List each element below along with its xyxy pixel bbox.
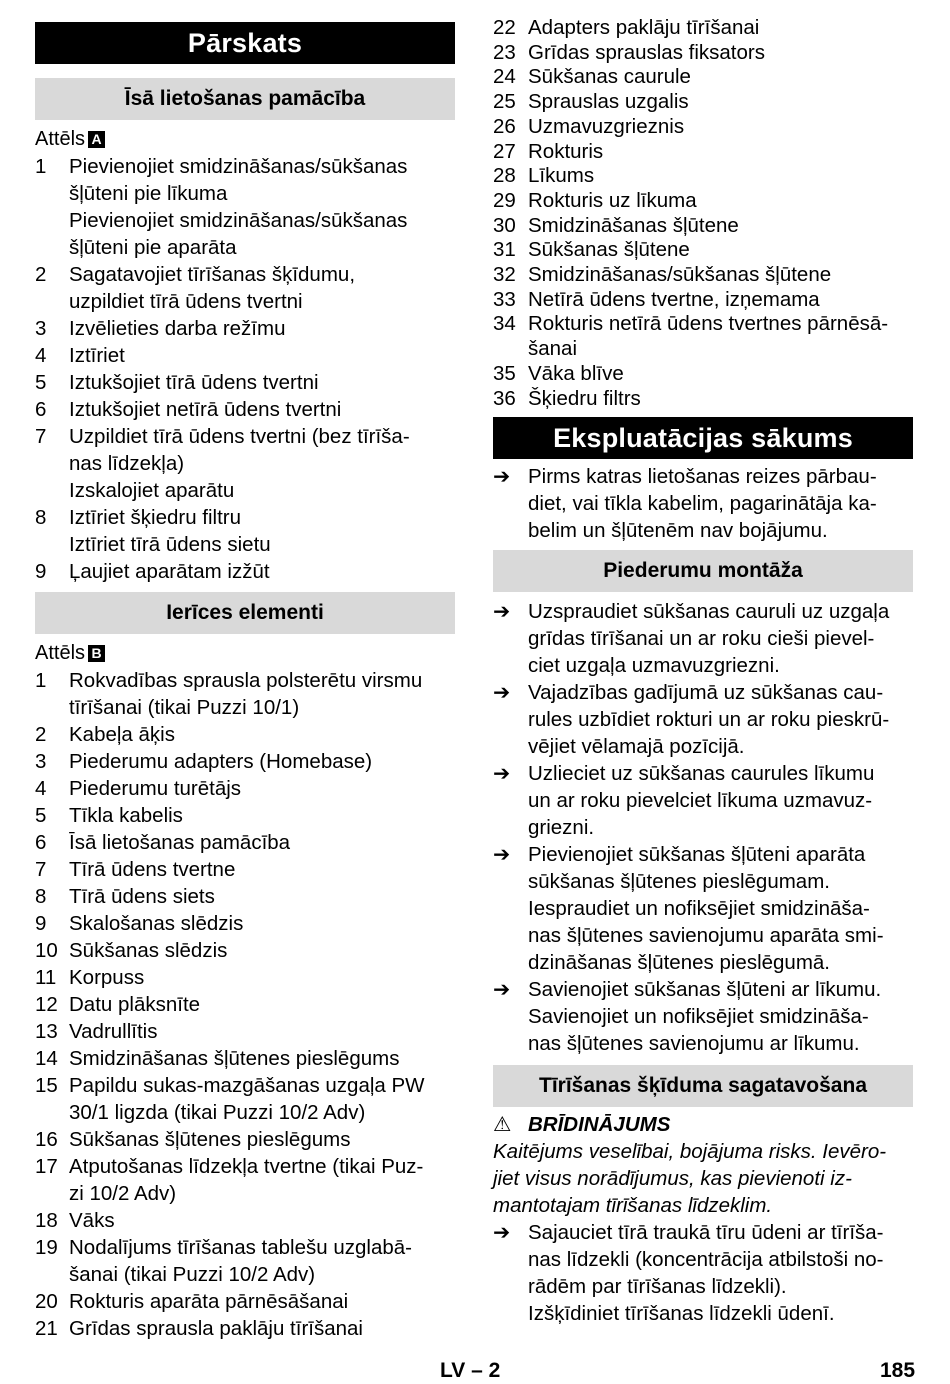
item-text	[528, 288, 913, 313]
list-item	[493, 189, 913, 214]
item-text	[528, 312, 913, 361]
list-item	[35, 802, 455, 829]
text-line: Izšķīdiniet tīrīšanas līdzekli ūdenī.	[528, 1302, 835, 1326]
section-heading-quick-guide: Īsā lietošanas pamācība	[35, 78, 455, 120]
item-text	[69, 504, 455, 558]
list-item	[493, 115, 913, 140]
arrow-right-icon: ➔	[493, 978, 511, 1002]
text-line: 30/1 ligzda (tikai Puzzi 10/2 Adv)	[69, 1101, 366, 1124]
item-text	[69, 721, 455, 748]
item-number: 33	[493, 287, 516, 311]
device-elements-list-continued	[493, 16, 913, 411]
text-line: Iztukšojiet netīrā ūdens tvertni	[69, 398, 342, 421]
list-item	[35, 667, 455, 721]
section-heading-device-elements: Ierīces elementi	[35, 592, 455, 634]
item-text	[528, 41, 913, 66]
item-number: 21	[35, 1317, 58, 1340]
text-line: Netīrā ūdens tvertne, izņemama	[528, 287, 820, 311]
item-text	[69, 1126, 455, 1153]
warning-line: jiet visus norādījumus, kas pievienoti iz-	[493, 1167, 852, 1191]
item-text	[528, 90, 913, 115]
item-text	[528, 263, 913, 288]
text-line: Rokturis uz līkuma	[528, 188, 697, 212]
arrow-right-icon: ➔	[493, 762, 511, 786]
item-text	[69, 342, 455, 369]
warning-triangle-icon: ⚠	[493, 1113, 512, 1137]
warning-text	[493, 1138, 913, 1219]
item-number: 18	[35, 1209, 58, 1232]
bullet-text	[528, 976, 913, 1057]
bullet-item	[493, 598, 913, 679]
item-number: 6	[35, 831, 47, 854]
bullet-item	[493, 1219, 913, 1327]
bullet-text	[528, 760, 913, 841]
text-line: Izskalojiet aparātu	[69, 479, 235, 502]
item-text	[69, 748, 455, 775]
list-item	[35, 856, 455, 883]
item-number: 7	[35, 425, 47, 448]
item-text	[69, 775, 455, 802]
text-line: Pievienojiet smidzināšanas/sūkšanas	[69, 155, 408, 178]
item-number: 24	[493, 65, 516, 89]
warning-title	[493, 1111, 913, 1138]
item-text	[528, 214, 913, 239]
text-line: griezni.	[528, 816, 595, 840]
item-number: 17	[35, 1155, 58, 1178]
figure-letter-box: A	[88, 131, 105, 148]
text-line: uzpildiet tīrā ūdens tvertni	[69, 290, 303, 313]
text-line: grīdas tīrīšanai un ar roku cieši pievel-	[528, 627, 875, 651]
text-line: Ļaujiet aparātam izžūt	[69, 560, 270, 583]
text-line: Smidzināšanas/sūkšanas šļūtene	[528, 263, 832, 287]
text-line: Smidzināšanas šļūtene	[528, 213, 739, 237]
list-item	[35, 748, 455, 775]
item-text	[69, 856, 455, 883]
item-text	[69, 883, 455, 910]
item-text	[528, 362, 913, 387]
text-line: Pirms katras lietošanas reizes pārbau-	[528, 465, 877, 489]
text-line: Grīdas sprauslas fiksators	[528, 40, 765, 64]
list-item	[35, 937, 455, 964]
text-line: nas līdzekli (koncentrācija atbilstoši no-	[528, 1248, 884, 1272]
list-item	[35, 396, 455, 423]
item-number: 3	[35, 750, 47, 773]
text-line: Tīrā ūdens siets	[69, 885, 215, 908]
item-number: 31	[493, 238, 516, 262]
section-heading-accessory-assembly: Piederumu montāža	[493, 550, 913, 592]
text-line: Skalošanas slēdzis	[69, 912, 244, 935]
item-text	[528, 164, 913, 189]
list-item	[493, 140, 913, 165]
list-item	[493, 90, 913, 115]
text-line: Uzspraudiet sūkšanas cauruli uz uzgaļa	[528, 600, 890, 624]
list-item	[35, 1315, 455, 1342]
item-text	[69, 153, 455, 261]
list-item	[493, 16, 913, 41]
item-number: 12	[35, 993, 58, 1016]
item-number: 32	[493, 263, 516, 287]
item-number: 1	[35, 155, 47, 178]
section-title-start-up: Ekspluatācijas sākums	[493, 417, 913, 459]
arrow-right-icon: ➔	[493, 600, 511, 624]
list-item	[493, 238, 913, 263]
text-line: Rokturis	[528, 139, 604, 163]
item-number: 19	[35, 1236, 58, 1259]
text-line: Iztukšojiet tīrā ūdens tvertni	[69, 371, 319, 394]
item-number: 4	[35, 344, 47, 367]
item-number: 30	[493, 213, 516, 237]
text-line: Atputošanas līdzekļa tvertne (tikai Puz-	[69, 1155, 424, 1178]
text-line: Nodalījums tīrīšanas tablešu uzglabā-	[69, 1236, 412, 1259]
right-column	[493, 16, 913, 1327]
list-item	[35, 315, 455, 342]
text-line: nas šļūtenes savienojumu aparāta smi-	[528, 924, 884, 948]
item-number: 27	[493, 139, 516, 163]
item-number: 22	[493, 16, 516, 39]
text-line: Izvēlieties darba režīmu	[69, 317, 286, 340]
item-text	[69, 1288, 455, 1315]
list-item	[493, 65, 913, 90]
text-line: sūkšanas šļūtenes pieslēgumam.	[528, 870, 830, 894]
list-item	[35, 558, 455, 585]
item-number: 8	[35, 506, 47, 529]
item-text	[69, 369, 455, 396]
bullet-text	[528, 679, 913, 760]
text-line: Vadrullītis	[69, 1020, 158, 1043]
item-number: 23	[493, 40, 516, 64]
text-line: Savienojiet sūkšanas šļūteni ar līkumu.	[528, 978, 882, 1002]
item-number: 8	[35, 885, 47, 908]
list-item	[35, 964, 455, 991]
bullet-item	[493, 841, 913, 976]
item-text	[528, 16, 913, 41]
list-item	[35, 342, 455, 369]
list-item	[35, 1153, 455, 1207]
text-line: Rokturis netīrā ūdens tvertnes pārnēsā-	[528, 312, 889, 336]
item-number: 7	[35, 858, 47, 881]
text-line: šļūteni pie līkuma	[69, 182, 228, 205]
item-number: 3	[35, 317, 47, 340]
list-item	[493, 41, 913, 66]
left-column	[35, 22, 455, 1342]
bullet-text	[528, 463, 913, 544]
text-line: rules uzbīdiet rokturi un ar roku pieskrū-	[528, 708, 890, 732]
item-number: 5	[35, 371, 47, 394]
item-number: 1	[35, 669, 47, 692]
item-text	[69, 802, 455, 829]
item-number: 28	[493, 164, 516, 188]
bullet-text	[528, 598, 913, 679]
text-line: šanai (tikai Puzzi 10/2 Adv)	[69, 1263, 316, 1286]
text-line: Iztīriet tīrā ūdens sietu	[69, 533, 271, 556]
text-line: Pievienojiet sūkšanas šļūteni aparāta	[528, 843, 866, 867]
text-line: Īsā lietošanas pamācība	[69, 831, 291, 854]
bullet-item	[493, 976, 913, 1057]
item-text	[528, 238, 913, 263]
list-item	[35, 1288, 455, 1315]
item-number: 15	[35, 1074, 58, 1097]
item-text	[69, 1018, 455, 1045]
bullet-item	[493, 679, 913, 760]
list-item	[493, 387, 913, 412]
figure-reference-a	[35, 126, 455, 153]
item-text	[528, 115, 913, 140]
list-item	[35, 910, 455, 937]
arrow-right-icon: ➔	[493, 1221, 511, 1245]
list-item	[35, 829, 455, 856]
list-item	[35, 991, 455, 1018]
text-line: Sūkšanas slēdzis	[69, 939, 228, 962]
item-number: 20	[35, 1290, 58, 1313]
item-text	[69, 315, 455, 342]
list-item	[493, 288, 913, 313]
item-text	[69, 991, 455, 1018]
text-line: Datu plāksnīte	[69, 993, 201, 1016]
list-item	[35, 1234, 455, 1288]
text-line: tīrīšanai (tikai Puzzi 10/1)	[69, 696, 300, 719]
item-text	[69, 910, 455, 937]
text-line: nas šļūtenes savienojumu ar līkumu.	[528, 1032, 860, 1056]
list-item	[35, 369, 455, 396]
section-heading-cleaning-solution: Tīrīšanas šķīduma sagatavošana	[493, 1065, 913, 1107]
item-text	[69, 1315, 455, 1342]
item-text	[69, 1072, 455, 1126]
text-line: zi 10/2 Adv)	[69, 1182, 177, 1205]
text-line: Uzmavuzgrieznis	[528, 114, 685, 138]
arrow-right-icon: ➔	[493, 465, 511, 489]
text-line: Piederumu adapters (Homebase)	[69, 750, 373, 773]
list-item	[35, 261, 455, 315]
item-text	[69, 937, 455, 964]
item-number: 2	[35, 263, 47, 286]
text-line: Vajadzības gadījumā uz sūkšanas cau-	[528, 681, 884, 705]
text-line: Sūkšanas caurule	[528, 65, 691, 89]
list-item	[35, 504, 455, 558]
text-line: diet, vai tīkla kabelim, pagarinātāja ka-	[528, 492, 877, 516]
text-line: Rokturis aparāta pārnēsāšanai	[69, 1290, 349, 1313]
text-line: Savienojiet un nofiksējiet smidzināša-	[528, 1005, 869, 1029]
quick-guide-list	[35, 153, 455, 585]
text-line: Iespraudiet un nofiksējiet smidzināša-	[528, 897, 870, 921]
list-item	[493, 164, 913, 189]
list-item	[35, 883, 455, 910]
warning-line: Kaitējums veselībai, bojājuma risks. Ievēro-	[493, 1140, 887, 1164]
item-number: 10	[35, 939, 58, 962]
footer-language-page: LV – 2	[440, 1359, 501, 1382]
item-number: 29	[493, 188, 516, 212]
text-line: rādēm par tīrīšanas līdzekli).	[528, 1275, 787, 1299]
warning-line: mantotajam tīrīšanas līdzeklim.	[493, 1194, 773, 1218]
bullet-text	[528, 1219, 913, 1327]
item-number: 11	[35, 966, 57, 989]
text-line: Pievienojiet smidzināšanas/sūkšanas	[69, 209, 408, 232]
text-line: nas līdzekļa)	[69, 452, 185, 475]
text-line: Iztīriet šķiedru filtru	[69, 506, 242, 529]
list-item	[35, 1207, 455, 1234]
item-number: 34	[493, 312, 516, 336]
page-number: 185	[880, 1359, 916, 1382]
list-item	[493, 263, 913, 288]
start-up-bullets	[493, 463, 913, 544]
text-line: Sprauslas uzgalis	[528, 90, 689, 114]
item-number: 4	[35, 777, 47, 800]
bullet-item	[493, 760, 913, 841]
item-text	[69, 964, 455, 991]
text-line: Korpuss	[69, 966, 145, 989]
item-number: 14	[35, 1047, 58, 1070]
text-line: un ar roku pievelciet līkuma uzmavuz-	[528, 789, 873, 813]
text-line: Rokvadības sprausla polsterētu virsmu	[69, 669, 423, 692]
item-number: 2	[35, 723, 47, 746]
list-item	[35, 721, 455, 748]
bullet-text	[528, 841, 913, 976]
text-line: ciet uzgaļa uzmavuzgriezni.	[528, 654, 780, 678]
text-line: belim un šļūtenēm nav bojājumu.	[528, 519, 828, 543]
figure-label: Attēls	[35, 128, 86, 150]
item-text	[69, 1207, 455, 1234]
text-line: Sūkšanas šļūtenes pieslēgums	[69, 1128, 351, 1151]
list-item	[493, 362, 913, 387]
text-line: Smidzināšanas šļūtenes pieslēgums	[69, 1047, 400, 1070]
text-line: Vāks	[69, 1209, 115, 1232]
accessory-assembly-bullets	[493, 598, 913, 1057]
text-line: Līkums	[528, 164, 595, 188]
list-item	[35, 1045, 455, 1072]
arrow-right-icon: ➔	[493, 681, 511, 705]
list-item	[35, 423, 455, 504]
text-line: Sūkšanas šļūtene	[528, 238, 690, 262]
text-line: šanai	[528, 337, 578, 361]
item-text	[69, 829, 455, 856]
text-line: Uzlieciet uz sūkšanas caurules līkumu	[528, 762, 875, 786]
item-text	[528, 65, 913, 90]
item-number: 16	[35, 1128, 58, 1151]
text-line: vējiet vēlamajā pozīcijā.	[528, 735, 745, 759]
list-item	[493, 214, 913, 239]
figure-label: Attēls	[35, 642, 86, 664]
item-number: 36	[493, 386, 516, 410]
warning-title-text: BRĪDINĀJUMS	[528, 1113, 671, 1137]
list-item	[35, 1126, 455, 1153]
text-line: Grīdas sprausla paklāju tīrīšanai	[69, 1317, 363, 1340]
text-line: Piederumu turētājs	[69, 777, 242, 800]
item-number: 6	[35, 398, 47, 421]
figure-reference-b	[35, 640, 455, 667]
item-text	[69, 423, 455, 504]
text-line: šļūteni pie aparāta	[69, 236, 237, 259]
item-number: 35	[493, 361, 516, 385]
item-text	[69, 1234, 455, 1288]
text-line: Vāka blīve	[528, 361, 624, 385]
list-item	[35, 775, 455, 802]
text-line: dzināšanas šļūtenes pieslēgumā.	[528, 951, 830, 975]
text-line: Tīrā ūdens tvertne	[69, 858, 236, 881]
device-elements-list	[35, 667, 455, 1342]
item-text	[69, 396, 455, 423]
text-line: Sagatavojiet tīrīšanas šķīdumu,	[69, 263, 356, 286]
page-title: Pārskats	[35, 22, 455, 64]
item-text	[528, 189, 913, 214]
text-line: Adapters paklāju tīrīšanai	[528, 16, 760, 39]
text-line: Tīkla kabelis	[69, 804, 183, 827]
list-item	[493, 312, 913, 361]
item-number: 9	[35, 912, 47, 935]
list-item	[35, 1018, 455, 1045]
text-line: Uzpildiet tīrā ūdens tvertni (bez tīrīša-	[69, 425, 410, 448]
item-text	[69, 261, 455, 315]
item-text	[69, 1153, 455, 1207]
list-item	[35, 1072, 455, 1126]
text-line: Iztīriet	[69, 344, 125, 367]
item-text	[69, 1045, 455, 1072]
text-line: Kabeļa āķis	[69, 723, 175, 746]
item-number: 9	[35, 560, 47, 583]
item-number: 5	[35, 804, 47, 827]
text-line: Papildu sukas-mazgāšanas uzgaļa PW	[69, 1074, 425, 1097]
figure-letter-box: B	[88, 645, 105, 662]
item-number: 25	[493, 90, 516, 114]
item-text	[528, 140, 913, 165]
item-text	[69, 667, 455, 721]
list-item	[35, 153, 455, 261]
bullet-item	[493, 463, 913, 544]
cleaning-solution-bullets	[493, 1219, 913, 1327]
text-line: Šķiedru filtrs	[528, 386, 641, 410]
item-number: 13	[35, 1020, 58, 1043]
arrow-right-icon: ➔	[493, 843, 511, 867]
item-text	[69, 558, 455, 585]
item-text	[528, 387, 913, 412]
text-line: Sajauciet tīrā traukā tīru ūdeni ar tīrīša-	[528, 1221, 884, 1245]
item-number: 26	[493, 114, 516, 138]
